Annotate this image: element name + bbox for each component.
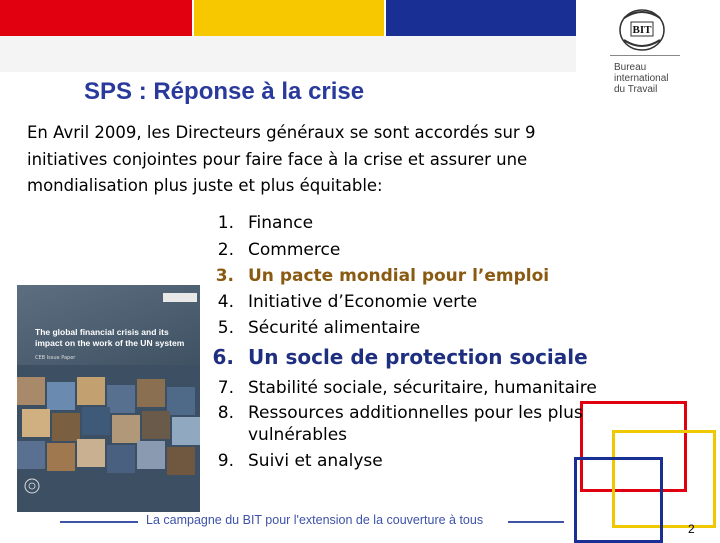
report-badge [163, 293, 197, 302]
blue-square [574, 457, 663, 543]
yellow-stripe [194, 0, 384, 36]
slide-title: SPS : Réponse à la crise [84, 78, 365, 105]
logo-divider [610, 55, 680, 56]
report-cover-image [17, 285, 200, 512]
footer-line-left [60, 521, 138, 523]
un-emblem-icon [23, 477, 41, 495]
report-title: The global financial crisis and its impact on the work of the UN system [35, 327, 185, 348]
footer-line-right [508, 521, 564, 523]
red-stripe [0, 0, 192, 36]
report-photo-collage [17, 377, 200, 472]
logo-text [614, 62, 668, 95]
ilo-emblem-icon [614, 8, 670, 52]
logo-line-1: Bureau [614, 62, 647, 73]
logo-line-3: du Travail [614, 84, 658, 95]
intro-paragraph: En Avril 2009, les Directeurs généraux se sont accordés sur 9 initiatives conjointes pour faire face à la crise et assurer une mondialisation plus juste et plus équitable: [27, 123, 536, 195]
logo-line-2: international [614, 73, 669, 84]
blue-stripe [386, 0, 576, 36]
footer-text: La campagne du BIT pour l'extension de la couverture à tous [146, 513, 484, 527]
ilo-logo [614, 8, 674, 52]
header-band [0, 36, 576, 72]
svg-text:BIT: BIT [632, 24, 652, 36]
report-subtitle: CEB Issue Paper [35, 355, 76, 361]
page-number: 2 [688, 522, 695, 536]
